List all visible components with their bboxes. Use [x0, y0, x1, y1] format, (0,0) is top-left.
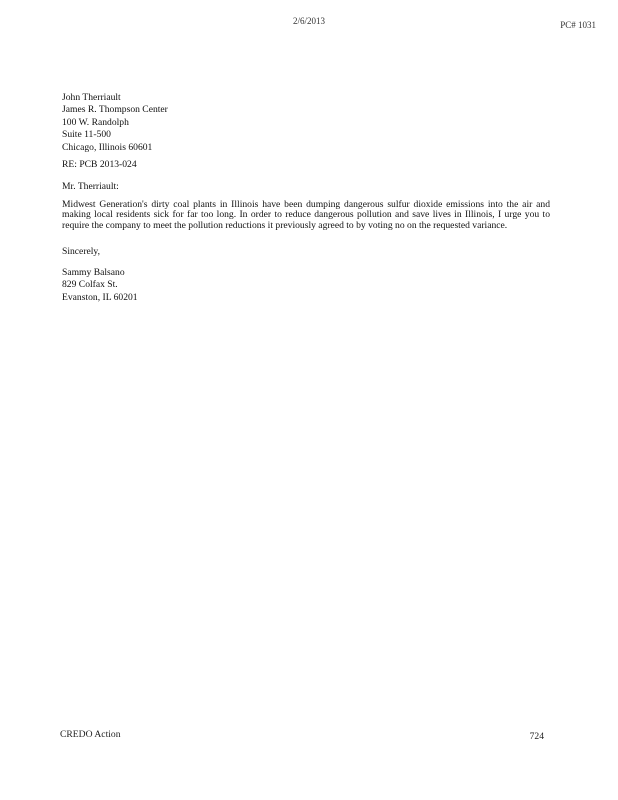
sender-name: Sammy Balsano — [62, 267, 125, 278]
reference-line: RE: PCB 2013-024 — [62, 159, 137, 170]
letter-body-paragraph: Midwest Generation's dirty coal plants in Illinois have been dumping dangerous sulfur dioxide emissions into the air and making local residents sick for far too long. In order to reduce dangerous pollution and save lives in Illinois, I urge you to require the company to meet the pollution reductions it previously agreed to by voting no on the requested variance. — [62, 199, 550, 231]
sender-block — [62, 267, 138, 304]
sender-street: 829 Colfax St. — [62, 279, 118, 291]
recipient-street: 100 W. Randolph — [62, 116, 129, 128]
recipient-address — [62, 92, 550, 154]
footer-page-number: 724 — [529, 731, 544, 742]
salutation: Mr. Therriault: — [62, 181, 119, 192]
sender-city: Evanston, IL 60201 — [62, 291, 138, 303]
recipient-city: Chicago, Illinois 60601 — [62, 141, 153, 153]
recipient-suite: Suite 11-500 — [62, 129, 111, 141]
header-date: 2/6/2013 — [292, 16, 325, 26]
recipient-name: John Therriault — [62, 92, 121, 103]
recipient-building: James R. Thompson Center — [62, 104, 168, 116]
header-document-id: PC# 1031 — [560, 20, 596, 30]
footer-organization: CREDO Action — [60, 729, 121, 740]
closing: Sincerely, — [62, 246, 101, 257]
